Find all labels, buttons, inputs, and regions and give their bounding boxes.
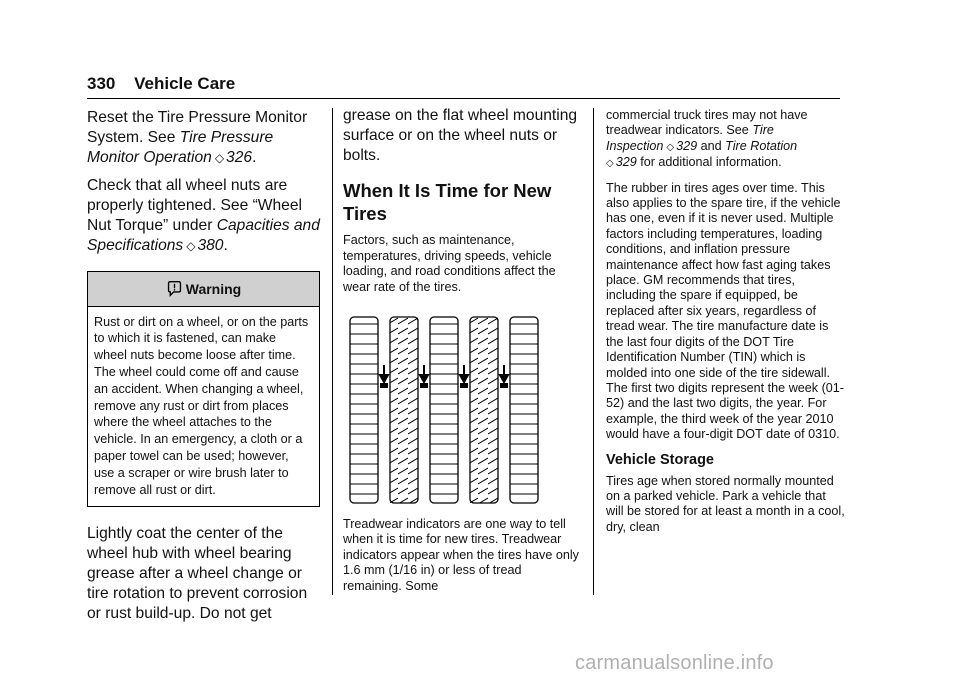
- paragraph: The rubber in tires ages over time. This also applies to the spare tire, if the vehicle has one, even if it is never used. Multiple factors including temperatures, loading conditions, and inflation pressure maintenance affect how fast aging takes place. GM recommends that tires, including the spare if equipped, be replaced after six years, regardless of tread wear. The tire manufacture date is the last four digits of the DOT Tire Identification Number (TIN) which is molded into one side of the tire sidewall. The first two digits represent the week (01-52) and the last two digits, the year. For example, the third week of the year 2010 would have a four-digit DOT date of 0310.: [606, 180, 844, 442]
- warning-header: [88, 272, 319, 307]
- cross-ref-link[interactable]: Tire Rotation: [725, 138, 798, 153]
- ref-diamond-icon: ◇: [186, 238, 196, 253]
- column-1: [87, 108, 322, 631]
- section-title: Vehicle Care: [134, 74, 236, 93]
- ref-diamond-icon: ◇: [606, 158, 614, 170]
- paragraph: Lightly coat the center of the wheel hub with wheel bearing grease after a wheel change or tire rotation to prevent corrosion or rust build-up. Do not get: [87, 525, 308, 622]
- column-2: [343, 108, 580, 603]
- paragraph: commercial truck tires may not have treadwear indicators. See Tire Inspection ◇ 329 and Tire Rotation ◇ 329 for additional information.: [606, 108, 808, 170]
- section-heading: When It Is Time for New Tires: [343, 180, 552, 225]
- warning-icon: [166, 280, 183, 297]
- cross-ref-link[interactable]: Capacities and Specifications: [87, 216, 320, 254]
- page-header: [87, 74, 235, 94]
- column-3: [606, 108, 846, 544]
- page-ref[interactable]: 380: [197, 236, 224, 254]
- ref-diamond-icon: ◇: [666, 141, 675, 153]
- warning-title: Warning: [185, 280, 242, 297]
- page-number: 330: [87, 74, 116, 93]
- paragraph: Reset the Tire Pressure Monitor System. See Tire Pressure Monitor Operation ◇ 326.: [87, 109, 308, 166]
- paragraph: Tires age when stored normally mounted on a parked vehicle. Park a vehicle that will be stored for at least a month in a cool, dry, clean: [606, 473, 845, 534]
- warning-box: [87, 271, 320, 508]
- subsection-heading: Vehicle Storage: [606, 451, 714, 468]
- page-ref[interactable]: 329: [676, 138, 698, 153]
- paragraph: Factors, such as maintenance, temperatures, driving speeds, vehicle loading, and road conditions affect the wear rate of the tires.: [343, 233, 556, 294]
- ref-diamond-icon: ◇: [214, 150, 225, 165]
- page-ref[interactable]: 329: [615, 155, 637, 170]
- column-divider: [593, 108, 594, 595]
- cross-ref-link[interactable]: Tire Pressure Monitor Operation: [87, 128, 274, 166]
- column-divider: [332, 108, 333, 595]
- watermark-text: carmanualsonline.info: [575, 652, 774, 674]
- treadwear-indicator-illustration: [348, 315, 560, 505]
- warning-body: Rust or dirt on a wheel, or on the parts to which it is fastened, can make wheel nuts become loose after time. The wheel could come off and cause an accident. When changing a wheel, remove any rust or dirt from places where the wheel attaches to the vehicle. In an emergency, a cloth or a paper towel can be used; however, use a scraper or wire brush later to remove all rust or dirt.: [94, 314, 309, 497]
- cross-ref-link[interactable]: Tire Inspection: [606, 123, 774, 153]
- page-ref[interactable]: 326: [226, 148, 253, 166]
- paragraph: Check that all wheel nuts are properly tightened. See “Wheel Nut Torque” under Capacities and Specifications ◇ 380.: [87, 177, 320, 254]
- paragraph: Treadwear indicators are one way to tell when it is time for new tires. Treadwear indicators appear when the tires have only 1.6 mm (1/16 in) or less of tread remaining. Some: [343, 517, 579, 593]
- header-rule: [87, 98, 840, 99]
- paragraph: grease on the flat wheel mounting surface or on the wheel nuts or bolts.: [343, 107, 578, 164]
